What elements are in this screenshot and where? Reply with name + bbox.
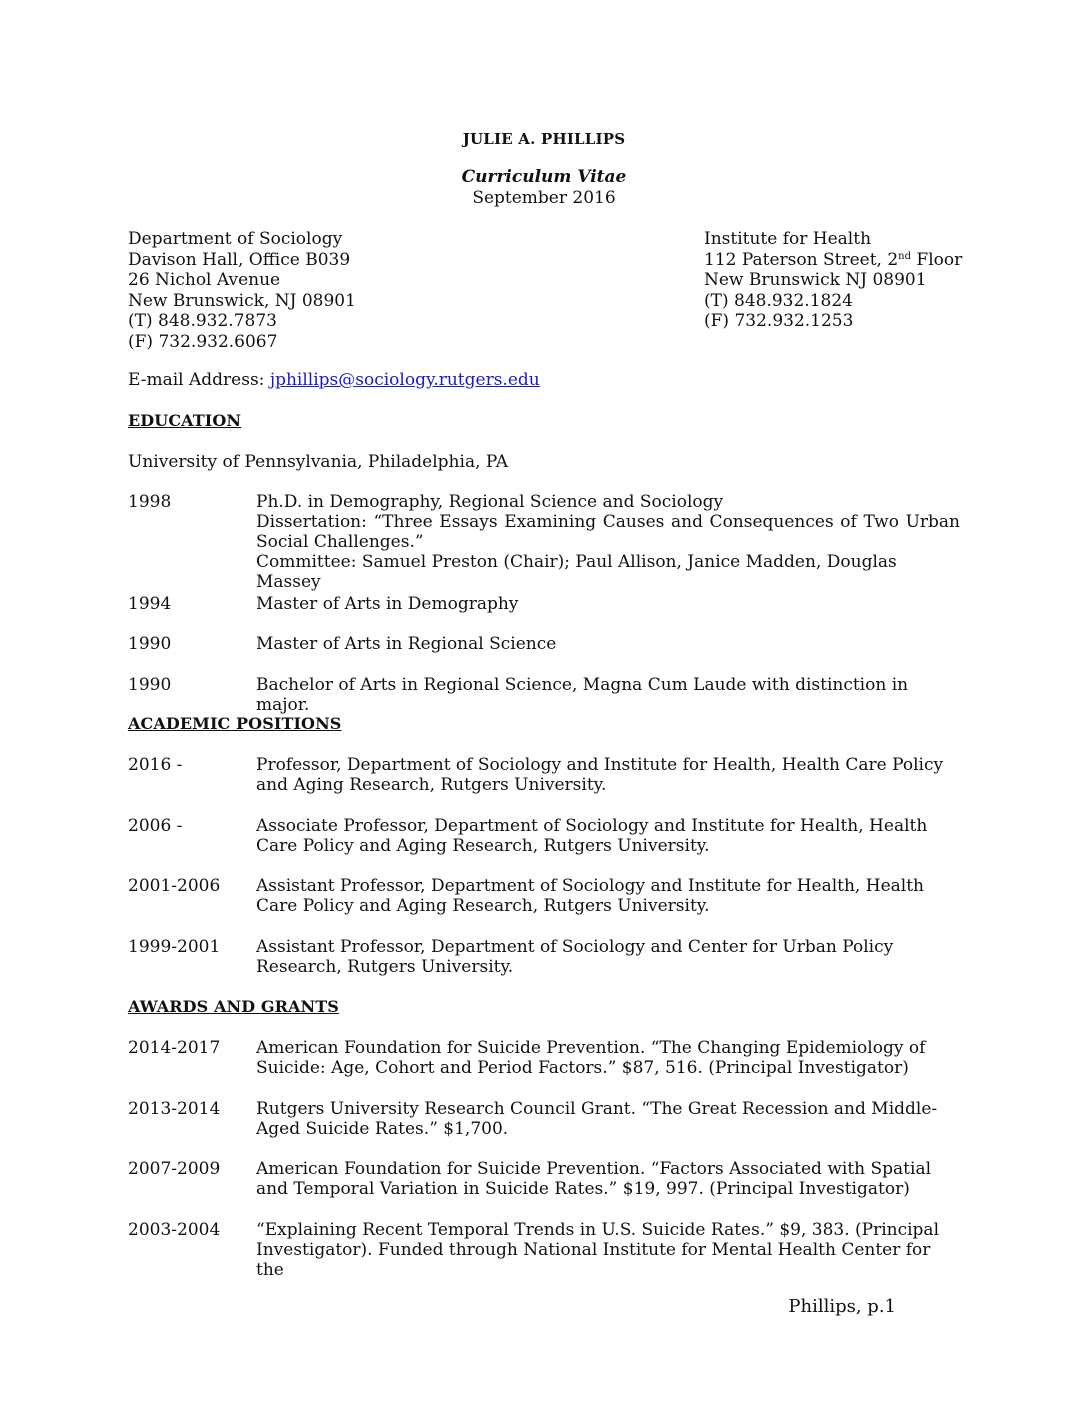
award-text: American Foundation for Suicide Prevention. “Factors Associated with Spatial and Temporal Variation in Suicide Rates.” $19, 997. (Principal Investigator): [256, 1159, 932, 1199]
document-title: Curriculum Vitae: [461, 167, 627, 187]
committee-text: Committee: Samuel Preston (Chair); Paul Allison, Janice Madden, Douglas Massey: [256, 552, 897, 592]
degree-text: Ph.D. in Demography, Regional Science and Sociology: [256, 492, 724, 512]
address-line: (F) 732.932.6067: [128, 331, 278, 352]
address-line: Davison Hall, Office B039: [128, 249, 351, 270]
address-line: New Brunswick, NJ 08901: [128, 290, 356, 311]
position-text: Assistant Professor, Department of Sociology and Center for Urban Policy Research, Rutgers University.: [256, 937, 894, 977]
dissertation-text: Dissertation: “Three Essays Examining Causes and Consequences of Two Urban Social Challenges.”: [256, 512, 960, 552]
address-line-part: Floor: [911, 249, 963, 270]
address-line: (T) 848.932.7873: [128, 311, 277, 332]
award-text: American Foundation for Suicide Prevention. “The Changing Epidemiology of Suicide: Age, Cohort and Period Factors.” $87, 516. (Principal Investigator): [256, 1038, 926, 1078]
entry-year: 1990: [128, 675, 172, 695]
cv-name: JULIE A. PHILLIPS: [462, 130, 626, 148]
address-line: (F) 732.932.1253: [704, 311, 854, 332]
entry-year: 2013-2014: [128, 1099, 221, 1119]
entry-year: 2014-2017: [128, 1038, 221, 1058]
address-line: Department of Sociology: [128, 229, 343, 249]
email-line: [128, 370, 540, 390]
email-link[interactable]: jphillips@sociology.rutgers.edu: [269, 370, 540, 390]
ordinal-suffix: nd: [898, 250, 912, 262]
position-text: Assistant Professor, Department of Sociology and Institute for Health, Health Care Policy and Aging Research, Rutgers University.: [256, 876, 924, 916]
degree-text: Master of Arts in Demography: [256, 594, 519, 614]
email-label: E-mail Address:: [128, 370, 270, 390]
entry-year: 1990: [128, 634, 172, 654]
degree-text: Bachelor of Arts in Regional Science, Magna Cum Laude with distinction in major.: [256, 675, 909, 715]
education-heading: EDUCATION: [128, 411, 242, 430]
entry-year: 2001-2006: [128, 876, 221, 896]
entry-year: 1994: [128, 594, 172, 614]
address-line-part: 112 Paterson Street, 2: [704, 249, 899, 270]
document-date: September 2016: [472, 188, 616, 208]
position-text: Associate Professor, Department of Sociology and Institute for Health, Health Care Policy and Aging Research, Rutgers University.: [256, 816, 928, 856]
address-line: Institute for Health: [704, 229, 872, 249]
address-line: [704, 250, 962, 271]
entry-year: 2007-2009: [128, 1159, 221, 1179]
degree-text: Master of Arts in Regional Science: [256, 634, 557, 654]
entry-year: 2003-2004: [128, 1220, 221, 1240]
award-text: “Explaining Recent Temporal Trends in U.S. Suicide Rates.” $9, 383. (Principal Investigator). Funded through National Institute for Mental Health Center for the: [256, 1220, 940, 1280]
positions-heading: ACADEMIC POSITIONS: [128, 714, 342, 733]
address-left-block: [128, 229, 356, 353]
address-line: (T) 848.932.1824: [704, 290, 853, 311]
awards-heading: AWARDS AND GRANTS: [128, 997, 339, 1016]
education-institution: University of Pennsylvania, Philadelphia, PA: [128, 452, 509, 472]
page-number: Phillips, p.1: [788, 1296, 896, 1317]
entry-text: [256, 492, 960, 592]
entry-year: 2006 -: [128, 816, 183, 836]
address-right-block: [704, 229, 962, 332]
award-text: Rutgers University Research Council Grant. “The Great Recession and Middle-Aged Suicide Rates.” $1,700.: [256, 1099, 938, 1139]
position-text: Professor, Department of Sociology and Institute for Health, Health Care Policy and Aging Research, Rutgers University.: [256, 755, 944, 795]
address-line: 26 Nichol Avenue: [128, 270, 281, 291]
entry-year: 2016 -: [128, 755, 183, 775]
entry-year: 1998: [128, 492, 172, 512]
entry-year: 1999-2001: [128, 937, 221, 957]
address-line: New Brunswick NJ 08901: [704, 270, 927, 291]
